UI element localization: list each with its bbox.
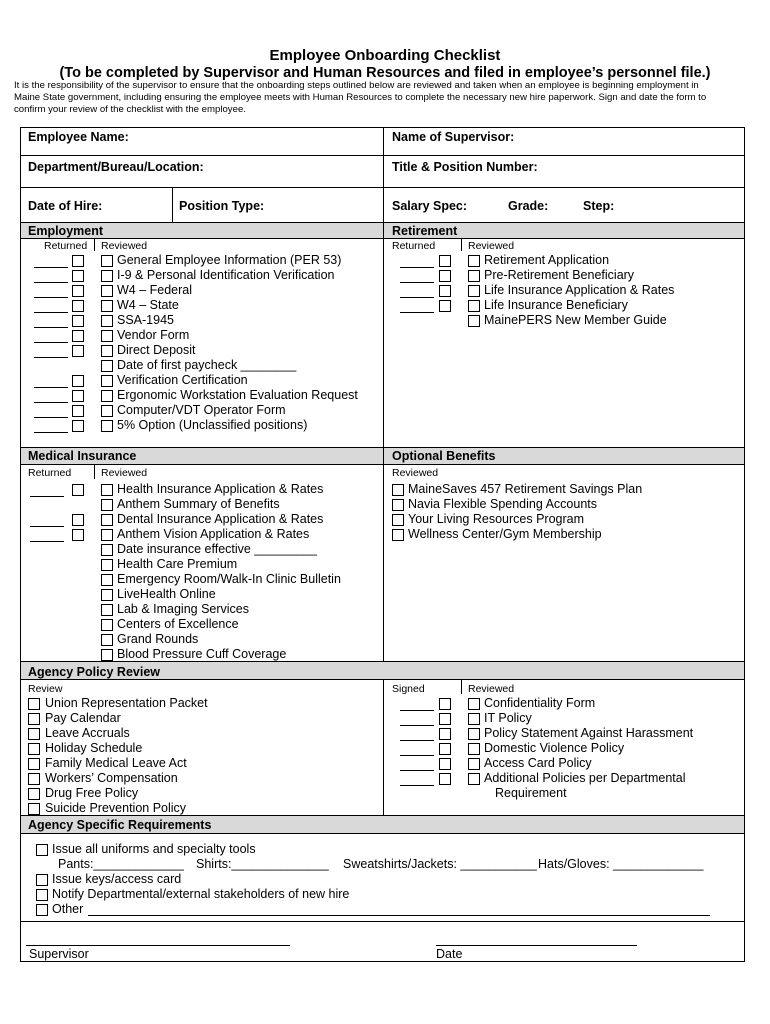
column-divider: [383, 679, 384, 815]
signed-checkbox[interactable]: [439, 758, 451, 770]
retirement-item: Retirement Application: [484, 253, 610, 267]
medical-item: Blood Pressure Cuff Coverage: [117, 647, 287, 661]
form-subtitle: (To be completed by Supervisor and Human Resources and filed in employee’s personnel file.): [59, 65, 711, 81]
employment-item: General Employee Information (PER 53): [117, 253, 342, 267]
date-of-hire-label: Date of Hire:: [28, 199, 103, 213]
employment-item: I-9 & Personal Identification Verification: [117, 268, 335, 282]
policy-signed-label: Signed: [392, 683, 425, 695]
keys-checkbox[interactable]: [36, 874, 48, 886]
reviewed-checkbox[interactable]: [468, 713, 480, 725]
medical-item: LiveHealth Online: [117, 587, 216, 601]
reviewed-checkbox[interactable]: [101, 619, 113, 631]
reviewed-checkbox[interactable]: [101, 270, 113, 282]
reviewed-checkbox[interactable]: [101, 375, 113, 387]
reviewed-checkbox[interactable]: [101, 285, 113, 297]
returned-checkbox[interactable]: [72, 390, 84, 402]
reviewed-checkbox[interactable]: [468, 773, 480, 785]
subcolumn-divider: [94, 465, 95, 479]
signed-checkbox[interactable]: [439, 743, 451, 755]
signed-blank[interactable]: [400, 725, 434, 726]
medical-heading: Medical Insurance: [28, 449, 137, 463]
rule: [20, 833, 745, 834]
reviewed-checkbox[interactable]: [101, 300, 113, 312]
employment-item: Vendor Form: [117, 328, 190, 342]
other-checkbox[interactable]: [36, 904, 48, 916]
optional-reviewed-label: Reviewed: [392, 467, 439, 479]
returned-checkbox[interactable]: [72, 315, 84, 327]
optional-item: MaineSaves 457 Retirement Savings Plan: [408, 482, 643, 496]
review-checkbox[interactable]: [28, 758, 40, 770]
form-title: Employee Onboarding Checklist: [269, 47, 501, 64]
retirement-item: Life Insurance Application & Rates: [484, 283, 675, 297]
medical-item: Anthem Summary of Benefits: [117, 497, 280, 511]
reviewed-checkbox[interactable]: [101, 529, 113, 541]
retirement-returned-label: Returned: [392, 240, 436, 252]
specific-heading: Agency Specific Requirements: [28, 818, 212, 832]
reviewed-checkbox[interactable]: [468, 728, 480, 740]
reviewed-checkbox[interactable]: [101, 499, 113, 511]
policy-item: Access Card Policy: [484, 756, 592, 770]
reviewed-checkbox[interactable]: [101, 589, 113, 601]
employment-item: W4 – Federal: [117, 283, 193, 297]
reviewed-checkbox[interactable]: [468, 285, 480, 297]
medical-item: Date insurance effective _________: [117, 542, 317, 556]
returned-checkbox[interactable]: [72, 529, 84, 541]
employee-name-label: Employee Name:: [28, 130, 129, 144]
medical-item: Health Care Premium: [117, 557, 238, 571]
date-line[interactable]: [436, 945, 637, 946]
review-checkbox[interactable]: [28, 773, 40, 785]
optional-item: Navia Flexible Spending Accounts: [408, 497, 598, 511]
employment-item: Date of first paycheck ________: [117, 358, 297, 372]
subcolumn-divider: [461, 680, 462, 694]
reviewed-checkbox[interactable]: [468, 743, 480, 755]
returned-blank[interactable]: [30, 541, 64, 542]
returned-checkbox[interactable]: [72, 330, 84, 342]
reviewed-checkbox[interactable]: [101, 634, 113, 646]
review-checkbox[interactable]: [28, 698, 40, 710]
intro-line: confirm your review of the checklist with the employee.: [14, 104, 246, 115]
reviewed-checkbox[interactable]: [468, 758, 480, 770]
returned-blank[interactable]: [34, 312, 68, 313]
reviewed-checkbox[interactable]: [101, 315, 113, 327]
retirement-item: Pre-Retirement Beneficiary: [484, 268, 635, 282]
returned-blank[interactable]: [400, 297, 434, 298]
reviewed-checkbox[interactable]: [468, 315, 480, 327]
policy-item-continuation: Requirement: [495, 786, 567, 800]
reviewed-checkbox[interactable]: [392, 484, 404, 496]
review-checkbox[interactable]: [28, 713, 40, 725]
returned-blank[interactable]: [400, 267, 434, 268]
reviewed-checkbox[interactable]: [101, 405, 113, 417]
returned-blank[interactable]: [34, 282, 68, 283]
policy-item: Drug Free Policy: [45, 786, 139, 800]
returned-blank[interactable]: [400, 282, 434, 283]
medical-item: Anthem Vision Application & Rates: [117, 527, 310, 541]
reviewed-checkbox[interactable]: [101, 390, 113, 402]
salary-spec-label: Salary Spec:: [392, 199, 468, 213]
reviewed-checkbox[interactable]: [101, 544, 113, 556]
medical-item: Grand Rounds: [117, 632, 199, 646]
sweatshirts-field[interactable]: Sweatshirts/Jackets: ___________: [343, 857, 537, 871]
signed-blank[interactable]: [400, 770, 434, 771]
employment-item: 5% Option (Unclassified positions): [117, 418, 308, 432]
policy-item: Policy Statement Against Harassment: [484, 726, 694, 740]
medical-returned-label: Returned: [28, 467, 72, 479]
medical-item: Health Insurance Application & Rates: [117, 482, 324, 496]
returned-checkbox[interactable]: [439, 270, 451, 282]
position-type-label: Position Type:: [179, 199, 265, 213]
reviewed-checkbox[interactable]: [101, 255, 113, 267]
medical-reviewed-label: Reviewed: [101, 467, 148, 479]
policy-item: Leave Accruals: [45, 726, 130, 740]
policy-review-label: Review: [28, 683, 63, 695]
field-divider: [172, 187, 173, 222]
returned-checkbox[interactable]: [72, 484, 84, 496]
employment-returned-label: Returned: [44, 240, 88, 252]
reviewed-checkbox[interactable]: [101, 484, 113, 496]
notify-label: Notify Departmental/external stakeholders of new hire: [52, 887, 350, 901]
rule: [20, 921, 745, 922]
reviewed-checkbox[interactable]: [101, 604, 113, 616]
employment-item: SSA-1945: [117, 313, 174, 327]
returned-checkbox[interactable]: [72, 255, 84, 267]
returned-checkbox[interactable]: [439, 255, 451, 267]
returned-checkbox[interactable]: [439, 285, 451, 297]
signed-checkbox[interactable]: [439, 728, 451, 740]
reviewed-checkbox[interactable]: [101, 514, 113, 526]
review-checkbox[interactable]: [28, 743, 40, 755]
date-label: Date: [436, 947, 463, 961]
other-line[interactable]: [88, 915, 710, 916]
uniforms-checkbox[interactable]: [36, 844, 48, 856]
returned-blank[interactable]: [34, 357, 68, 358]
title-position-label: Title & Position Number:: [392, 160, 538, 174]
reviewed-checkbox[interactable]: [101, 420, 113, 432]
returned-checkbox[interactable]: [72, 514, 84, 526]
employment-item: Direct Deposit: [117, 343, 196, 357]
policy-item: Holiday Schedule: [45, 741, 143, 755]
policy-item: Workers’ Compensation: [45, 771, 178, 785]
returned-checkbox[interactable]: [72, 300, 84, 312]
returned-blank[interactable]: [30, 526, 64, 527]
retirement-item: MainePERS New Member Guide: [484, 313, 667, 327]
returned-blank[interactable]: [400, 312, 434, 313]
reviewed-checkbox[interactable]: [101, 649, 113, 661]
returned-checkbox[interactable]: [72, 420, 84, 432]
signed-blank[interactable]: [400, 785, 434, 786]
retirement-item: Life Insurance Beneficiary: [484, 298, 628, 312]
returned-blank[interactable]: [34, 327, 68, 328]
returned-blank[interactable]: [34, 267, 68, 268]
returned-checkbox[interactable]: [72, 270, 84, 282]
retirement-reviewed-label: Reviewed: [468, 240, 515, 252]
employment-item: Ergonomic Workstation Evaluation Request: [117, 388, 358, 402]
medical-item: Lab & Imaging Services: [117, 602, 250, 616]
signed-checkbox[interactable]: [439, 698, 451, 710]
reviewed-checkbox[interactable]: [392, 529, 404, 541]
returned-blank[interactable]: [30, 496, 64, 497]
employment-reviewed-label: Reviewed: [101, 240, 148, 252]
policy-item: Confidentiality Form: [484, 696, 596, 710]
reviewed-checkbox[interactable]: [468, 270, 480, 282]
employment-item: Computer/VDT Operator Form: [117, 403, 286, 417]
reviewed-checkbox[interactable]: [101, 574, 113, 586]
supervisor-label: Supervisor: [29, 947, 89, 961]
returned-blank[interactable]: [34, 297, 68, 298]
policy-item: Additional Policies per Departmental: [484, 771, 686, 785]
optional-heading: Optional Benefits: [392, 449, 496, 463]
returned-checkbox[interactable]: [72, 285, 84, 297]
employment-heading: Employment: [28, 224, 104, 238]
reviewed-checkbox[interactable]: [101, 330, 113, 342]
review-checkbox[interactable]: [28, 728, 40, 740]
review-checkbox[interactable]: [28, 788, 40, 800]
reviewed-checkbox[interactable]: [468, 300, 480, 312]
intro-line: Maine State government, including ensuring the employee meets with Human Resources to complete the necessary new hire paperwork. Sign and date the form to: [14, 92, 707, 103]
policy-item: Family Medical Leave Act: [45, 756, 187, 770]
grade-label: Grade:: [508, 199, 549, 213]
review-checkbox[interactable]: [28, 803, 40, 815]
reviewed-checkbox[interactable]: [101, 360, 113, 372]
shirts-field[interactable]: Shirts:______________: [196, 857, 329, 871]
subcolumn-divider: [94, 239, 95, 251]
policy-item: Domestic Violence Policy: [484, 741, 625, 755]
intro-text: [14, 80, 749, 116]
other-label: Other: [52, 902, 84, 916]
returned-blank[interactable]: [34, 387, 68, 388]
policy-item: Union Representation Packet: [45, 696, 208, 710]
returned-checkbox[interactable]: [439, 300, 451, 312]
intro-line: It is the responsibility of the supervisor to ensure that the onboarding steps outlined below are reviewed and taken when an employee is beginning employment in: [14, 80, 699, 91]
reviewed-checkbox[interactable]: [101, 559, 113, 571]
policy-item: IT Policy: [484, 711, 532, 725]
policy-item: Pay Calendar: [45, 711, 121, 725]
step-label: Step:: [583, 199, 615, 213]
reviewed-checkbox[interactable]: [468, 255, 480, 267]
reviewed-checkbox[interactable]: [468, 698, 480, 710]
subcolumn-divider: [461, 239, 462, 251]
policy-reviewed-label: Reviewed: [468, 683, 515, 695]
reviewed-checkbox[interactable]: [101, 345, 113, 357]
returned-blank[interactable]: [34, 417, 68, 418]
employment-item: Verification Certification: [117, 373, 248, 387]
supervisor-name-label: Name of Supervisor:: [392, 130, 515, 144]
signed-checkbox[interactable]: [439, 713, 451, 725]
department-label: Department/Bureau/Location:: [28, 160, 204, 174]
hats-field[interactable]: Hats/Gloves: _____________: [538, 857, 704, 871]
signed-blank[interactable]: [400, 755, 434, 756]
reviewed-checkbox[interactable]: [392, 514, 404, 526]
policy-heading: Agency Policy Review: [28, 665, 161, 679]
signed-blank[interactable]: [400, 710, 434, 711]
medical-item: Emergency Room/Walk-In Clinic Bulletin: [117, 572, 341, 586]
pants-field[interactable]: Pants:_____________: [58, 857, 184, 871]
policy-item: Suicide Prevention Policy: [45, 801, 187, 815]
medical-item: Centers of Excellence: [117, 617, 239, 631]
signed-checkbox[interactable]: [439, 773, 451, 785]
medical-item: Dental Insurance Application & Rates: [117, 512, 324, 526]
column-divider: [383, 127, 384, 661]
returned-blank[interactable]: [34, 342, 68, 343]
uniforms-label: Issue all uniforms and specialty tools: [52, 842, 256, 856]
signed-blank[interactable]: [400, 740, 434, 741]
returned-blank[interactable]: [34, 432, 68, 433]
optional-item: Wellness Center/Gym Membership: [408, 527, 602, 541]
returned-checkbox[interactable]: [72, 405, 84, 417]
optional-item: Your Living Resources Program: [408, 512, 585, 526]
keys-label: Issue keys/access card: [52, 872, 182, 886]
reviewed-checkbox[interactable]: [392, 499, 404, 511]
retirement-heading: Retirement: [392, 224, 458, 238]
returned-blank[interactable]: [34, 402, 68, 403]
returned-checkbox[interactable]: [72, 345, 84, 357]
supervisor-signature-line[interactable]: [26, 945, 290, 946]
returned-checkbox[interactable]: [72, 375, 84, 387]
notify-checkbox[interactable]: [36, 889, 48, 901]
employment-item: W4 – State: [117, 298, 179, 312]
